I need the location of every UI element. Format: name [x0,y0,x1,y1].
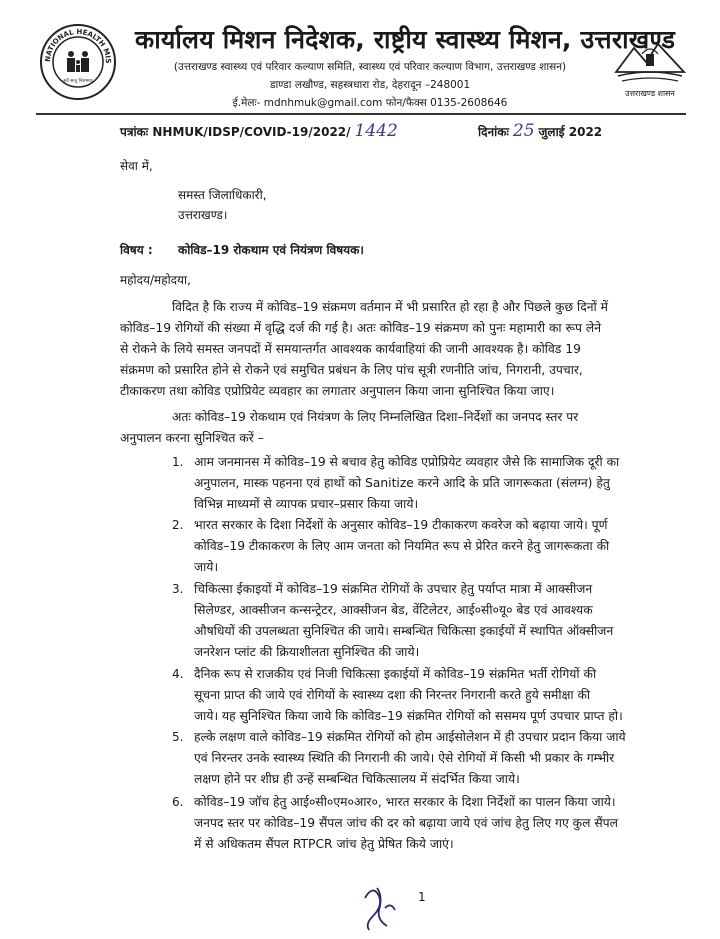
item-number-6: 6. [172,795,184,809]
subject-label: विषय : [120,243,153,257]
item-number-5: 5. [172,730,184,744]
paragraph-line: विदित है कि राज्य में कोविड–19 संक्रमण वर्तमान में भी प्रसारित हो रहा है और पिछले कुछ दिनों में [172,300,609,314]
directive-item-3 [194,579,613,663]
page-number: 1 [418,890,426,904]
office-subtitle: (उत्तराखण्ड स्वास्थ्य एवं परिवार कल्याण समिति, स्वास्थ्य एवं परिवार कल्याण विभाग, उत्तराखण्ड शासन) [173,61,567,73]
item-number-1: 1. [172,455,184,469]
directive-line: औषधियों की उपलब्धता सुनिश्चित की जाये। सम्बन्धित चिकित्सा इकाईयों में स्थापित ऑक्सीजन [194,624,614,638]
directive-line: कोविड–19 जॉच हेतु आई०सी०एम०आर०, भारत सरकार के दिशा निर्देशों का पालन किया जाये। [194,795,616,809]
recipient-line-2: उत्तराखण्ड। [178,208,228,222]
directive-line: भारत सरकार के दिशा निर्देशों के अनुसार कोविड–19 टीकाकरण कवरेज को बढ़ाया जाये। पूर्ण [194,518,608,532]
svg-text:सर्वे सन्तु निरामयाः: सर्वे सन्तु निरामयाः [63,79,93,84]
office-address: डाण्डा लखौण्ड, सहस्त्रधारा रोड, देहरादून –248001 [269,79,471,91]
paragraph-line: अतः कोविड–19 रोकथाम एवं नियंत्रण के लिए निम्नलिखित दिशा–निर्देशों का जनपद स्तर पर [172,410,579,424]
directive-line: विभिन्न माध्यमों से व्यापक प्रचार–प्रसार किया जाये। [194,497,419,511]
directive-item-5 [194,727,626,790]
svg-text:NATIONAL HEALTH MISSION: NATIONAL HEALTH MIS [43,27,113,64]
subject-text: कोविड–19 रोकथाम एवं नियंत्रण विषयक। [178,243,364,257]
directive-line: कोविड–19 टीकाकरण के लिए आम जनता को नियमित रूप से प्रेरित करने हेतु जागरूकता की [194,539,610,553]
reference-label: पत्रांकः NHMUK/IDSP/COVID-19/2022/ [120,125,351,139]
nhm-logo [38,22,118,102]
directive-line: आम जनमानस में कोविड–19 से बचाव हेतु कोविड एप्रोप्रियेट व्यवहार जैसे कि सामाजिक दूरी का [194,455,620,469]
uttarakhand-emblem-label: उत्तराखण्ड शासन [625,89,675,98]
date-month-year: जुलाई 2022 [538,125,603,139]
paragraph-line: से रोकने के लिये समस्त जनपदों में समयान्तर्गत आवश्यक कार्यवाहियां की जानी आवश्यक है। कोविड 19 [120,342,581,356]
directive-line: चिकित्सा ईकाइयों में कोविड–19 संक्रमित रोगियों के उपचार हेतु पर्याप्त मात्रा में आक्सीजन [194,582,593,596]
header-divider [36,113,686,115]
directive-line: जनपद स्तर पर कोविड–19 सैंपल जांच की दर को बढ़ाया जाये एवं जांच हेतु लिए गए कुल सैंपल [194,816,618,830]
directive-line: दैनिक रूप से राजकीय एवं निजी चिकित्सा इकाईयों में कोविड–19 संक्रमित भर्ती रोगियों की [194,667,597,681]
recipient-line-1: समस्त जिलाधिकारी, [178,188,267,202]
directive-line: सिलेण्डर, आक्सीजन कन्सन्ट्रेटर, आक्सीजन बेड, वेंटिलेटर, आई०सी०यू० बेड एवं आवश्यक [194,603,593,617]
directive-item-2 [194,515,609,578]
directive-line: सूचना प्राप्त की जाये एवं रोगियों के स्वास्थ्य दशा की निरन्तर निगरानी करते हुये समीक्षा की [194,688,591,702]
item-number-4: 4. [172,667,184,681]
paragraph-line: टीकाकरण तथा कोविड एप्रोप्रियेट व्यवहार का लगातार अनुपालन किया जाना सुनिश्चित किया जाए। [120,384,555,398]
paragraph-intro [120,297,665,402]
office-contact: ई.मेलः- mdnhmuk@gmail.com फोन/फैक्स 0135-2608646 [232,97,508,109]
directive-line: अनुपालन, मास्क पहनना एवं हाथों को Sanitize करने आदि के प्रति जागरूकता (संलग्न) हेतु [194,476,610,490]
paragraph-directions [120,407,665,449]
office-title: कार्यालय मिशन निदेशक, राष्ट्रीय स्वास्थ्य मिशन, उत्तराखण्ड [135,25,676,54]
directive-line: में से अधिकतम सैंपल RTPCR जांच हेतु प्रेषित किये जाएं। [194,837,454,851]
date-label: दिनांकः [478,125,509,139]
directive-line: एवं निरन्तर उनके स्वास्थ्य स्थिति की निगरानी की जाये। ऐसे रोगियों में किसी भी प्रकार के गम्भीर [194,751,615,765]
reference-handwritten-number: 1442 [354,121,398,141]
item-number-3: 3. [172,582,184,596]
directive-item-6 [194,792,618,855]
directive-line: लक्षण होने पर शीघ्र ही उन्हें सम्बन्धित चिकित्सालय में संदर्भित किया जाये। [194,772,520,786]
greeting: महोदय/महोदया, [120,273,191,287]
paragraph-line: संक्रमण को प्रसारित होने से रोकने एवं समुचित प्रबंधन के लिए पांच सूत्री रणनीति जांच, निगरानी, उपचार, [120,363,583,377]
paragraph-line: अनुपालन करना सुनिश्चित करें – [120,431,264,445]
directive-line: जाये। [194,560,219,574]
reference-number [120,121,398,141]
directive-line: जाये। यह सुनिश्चित किया जाये कि कोविड–19 संक्रमित रोगियों को ससमय पूर्ण उपचार प्राप्त हो। [194,709,623,723]
directive-line: जनरेशन प्लांट की क्रियाशीलता सुनिश्चित की जाये। [194,645,420,659]
item-number-2: 2. [172,518,184,532]
directive-line: हल्के लक्षण वाले कोविड–19 संक्रमित रोगियों को होम आईसोलेशन में ही उपचार प्रदान किया जाये [194,730,626,744]
letter-date [478,121,602,141]
signature [355,878,405,937]
directive-item-4 [194,664,623,727]
salutation-to: सेवा में, [120,159,153,173]
date-day: 25 [512,121,535,141]
directive-item-1 [194,452,619,515]
paragraph-line: कोविड–19 रोगियों की संख्या में वृद्धि दर्ज की गई है। अतः कोविड–19 संक्रमण को पुनः महामारी का रूप लेने [120,321,602,335]
